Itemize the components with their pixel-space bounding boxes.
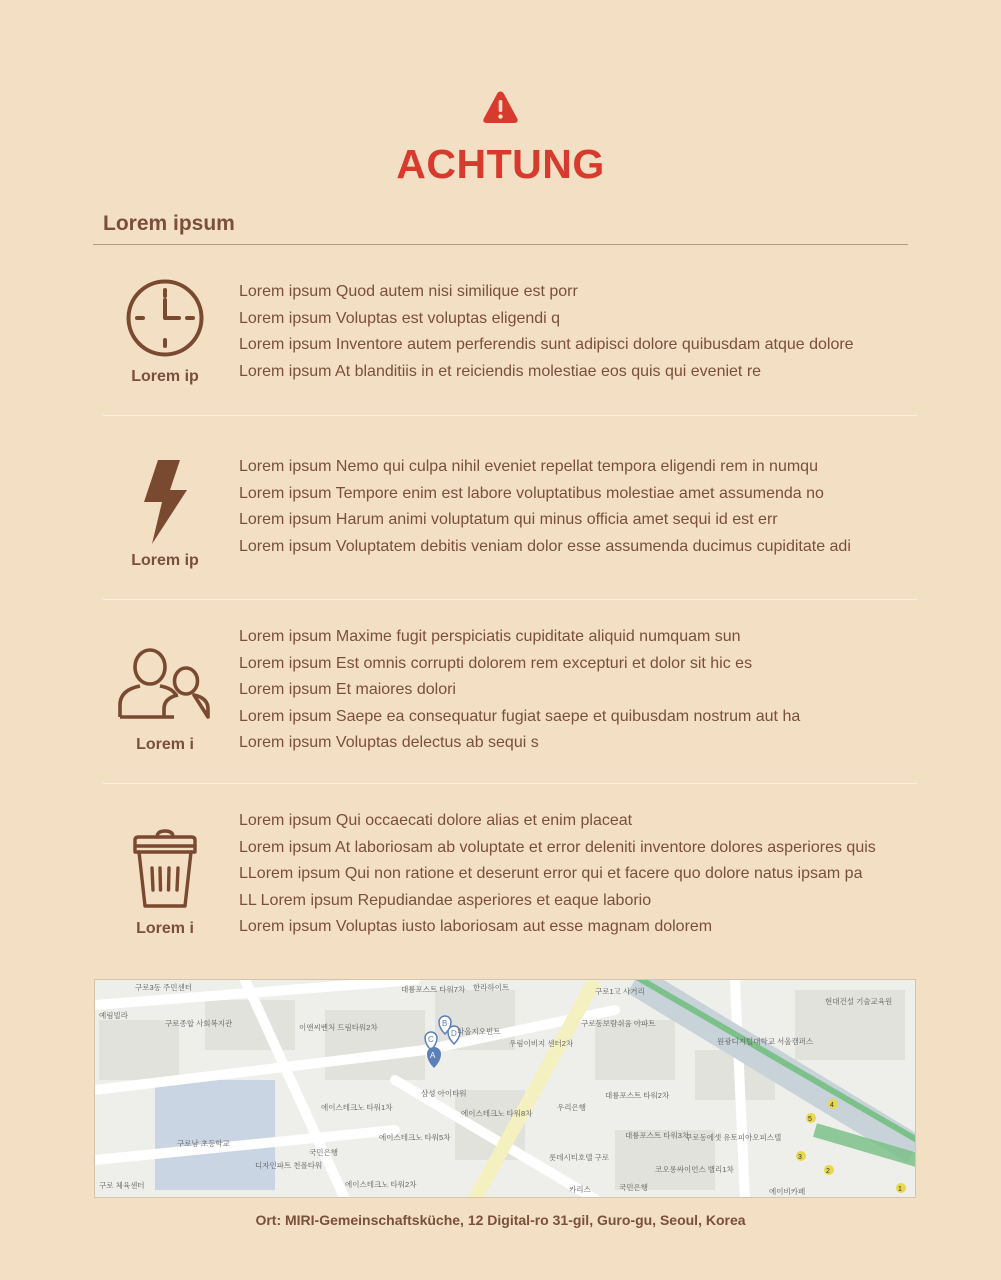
text-line: LL Lorem ipsum Repudiandae asperiores et eaque laborio <box>239 891 652 909</box>
svg-text:삼성 아이타워: 삼성 아이타워 <box>421 1089 467 1098</box>
row-divider <box>103 783 917 784</box>
row-label: Lorem ip <box>131 552 199 569</box>
text-line: Lorem ipsum At blanditiis in et reiciendis molestiae eos quis qui eveniet re <box>239 362 762 380</box>
lightning-bolt-icon <box>103 458 227 544</box>
svg-text:대륭포스트 타워2차: 대륭포스트 타워2차 <box>605 1091 670 1100</box>
svg-text:4: 4 <box>830 1102 834 1109</box>
section-heading: Lorem ipsum <box>103 212 235 235</box>
svg-text:한라하이트: 한라하이트 <box>473 983 510 992</box>
svg-text:카리스: 카리스 <box>569 1185 591 1194</box>
info-row-time <box>103 276 917 416</box>
text-line: Lorem ipsum Voluptas iusto laboriosam aut esse magnam dolorem <box>239 918 713 935</box>
svg-text:코오롱싸이언스 밸리1차: 코오롱싸이언스 밸리1차 <box>655 1165 734 1174</box>
map-marker-label: A <box>430 1051 436 1060</box>
text-line: Lorem ipsum Voluptas est voluptas eligendi q <box>239 309 561 327</box>
row-label: Lorem i <box>136 736 194 753</box>
heading-divider <box>93 244 908 245</box>
text-line: Lorem ipsum Tempore enim est labore voluptatibus molestiae amet assumenda no <box>239 484 824 502</box>
page-title: ACHTUNG <box>396 141 605 187</box>
svg-text:2: 2 <box>826 1168 830 1175</box>
clock-icon <box>103 278 227 358</box>
svg-text:3: 3 <box>798 1154 802 1161</box>
text-line: Lorem ipsum Quod autem nisi similique est porr <box>239 283 578 300</box>
svg-text:에이스테크노 타워2차: 에이스테크노 타워2차 <box>345 1180 417 1189</box>
row-text <box>239 624 800 757</box>
row-divider <box>103 415 917 416</box>
svg-text:이앤씨벤처 드림타워2차: 이앤씨벤처 드림타워2차 <box>299 1023 378 1032</box>
svg-text:디자인파트 천폴타워: 디자인파트 천폴타워 <box>255 1161 323 1170</box>
svg-text:5: 5 <box>808 1116 812 1123</box>
text-line: LLorem ipsum Qui non ratione et deserunt error qui et facere quo dolore natus ipsam pa <box>239 865 863 882</box>
svg-text:우림이비지 센터2차: 우림이비지 센터2차 <box>509 1039 574 1048</box>
info-row-trash <box>103 806 917 956</box>
text-line: Lorem ipsum Est omnis corrupti dolorem rem excepturi et dolor sit hic es <box>239 654 753 672</box>
svg-text:구로1고 사거리: 구로1고 사거리 <box>595 987 645 996</box>
text-line: Lorem ipsum Inventore autem perferendis sunt adipisci dolore quibusdam atque dolore <box>239 336 854 353</box>
warning-triangle-icon <box>482 90 519 124</box>
info-row-power <box>103 452 917 592</box>
map-marker-label: B <box>442 1019 448 1028</box>
svg-text:에이비카페: 에이비카페 <box>769 1187 806 1196</box>
svg-text:에이스테크노 타워1차: 에이스테크노 타워1차 <box>321 1103 393 1112</box>
svg-text:다올지오빈트: 다올지오빈트 <box>457 1027 501 1036</box>
svg-text:국민은행: 국민은행 <box>619 1183 648 1192</box>
svg-text:원광디지털대학교 서울캠퍼스: 원광디지털대학교 서울캠퍼스 <box>717 1037 814 1046</box>
row-text <box>239 279 854 385</box>
text-line: Lorem ipsum Maxime fugit perspiciatis cupiditate aliquid numquam sun <box>239 628 741 645</box>
text-line: Lorem ipsum Et maiores dolori <box>239 681 456 698</box>
map-marker-label: C <box>428 1035 434 1044</box>
svg-text:구로종합 사회복지관: 구로종합 사회복지관 <box>165 1019 233 1028</box>
svg-text:대륭포스트 타워3차: 대륭포스트 타워3차 <box>625 1131 690 1140</box>
row-label: Lorem i <box>136 920 194 937</box>
people-icon <box>103 648 227 720</box>
text-line: Lorem ipsum Harum animi voluptatum qui minus officia amet sequi id est err <box>239 511 778 528</box>
svg-text:구로 체육센터: 구로 체육센터 <box>99 1181 145 1190</box>
text-line: Lorem ipsum Voluptatem debitis veniam dolor esse assumenda ducimus cupiditate adi <box>239 537 851 555</box>
svg-text:예림빌라: 예림빌라 <box>99 1011 128 1020</box>
row-text <box>239 454 851 560</box>
school-area <box>155 1080 275 1190</box>
svg-text:국민은행: 국민은행 <box>309 1148 338 1157</box>
row-text <box>239 808 876 941</box>
svg-text:구로동에셋 유토피아오피스텔: 구로동에셋 유토피아오피스텔 <box>685 1133 782 1142</box>
svg-text:에이스테크노 타워8차: 에이스테크노 타워8차 <box>461 1109 533 1118</box>
text-line: Lorem ipsum Saepe ea consequatur fugiat saepe et quibusdam nostrum aut ha <box>239 707 801 725</box>
text-line: Lorem ipsum Voluptas delectus ab sequi s <box>239 734 539 751</box>
svg-text:구로3동 주민센터: 구로3동 주민센터 <box>135 983 192 992</box>
row-label: Lorem ip <box>131 368 199 385</box>
svg-text:대륭포스트 타워7차: 대륭포스트 타워7차 <box>401 985 466 994</box>
text-line: Lorem ipsum Nemo qui culpa nihil eveniet repellat tempora eligendi rem in numqu <box>239 458 818 475</box>
trash-bin-icon <box>103 828 227 910</box>
svg-text:1: 1 <box>898 1186 902 1193</box>
svg-text:롯데시티호텔 구로: 롯데시티호텔 구로 <box>549 1153 610 1162</box>
svg-text:구로남 초등학교: 구로남 초등학교 <box>177 1139 230 1148</box>
location-map[interactable] <box>94 979 916 1198</box>
text-line: Lorem ipsum At laboriosam ab voluptate et error deleniti inventore dolores asperiores quis <box>239 838 876 856</box>
text-line: Lorem ipsum Qui occaecati dolore alias et enim placeat <box>239 812 633 829</box>
map-marker-label: D <box>451 1029 457 1038</box>
address-caption: Ort: MIRI-Gemeinschaftsküche, 12 Digital-ro 31-gil, Guro-gu, Seoul, Korea <box>255 1212 746 1228</box>
info-row-people <box>103 622 917 772</box>
svg-text:에이스테크노 타워5차: 에이스테크노 타워5차 <box>379 1133 451 1142</box>
svg-text:우리은행: 우리은행 <box>557 1103 586 1112</box>
svg-text:구로동보람쉬움 아파트: 구로동보람쉬움 아파트 <box>581 1019 656 1028</box>
svg-text:현대건설 기술교육원: 현대건설 기술교육원 <box>825 997 893 1006</box>
row-divider <box>103 599 917 600</box>
